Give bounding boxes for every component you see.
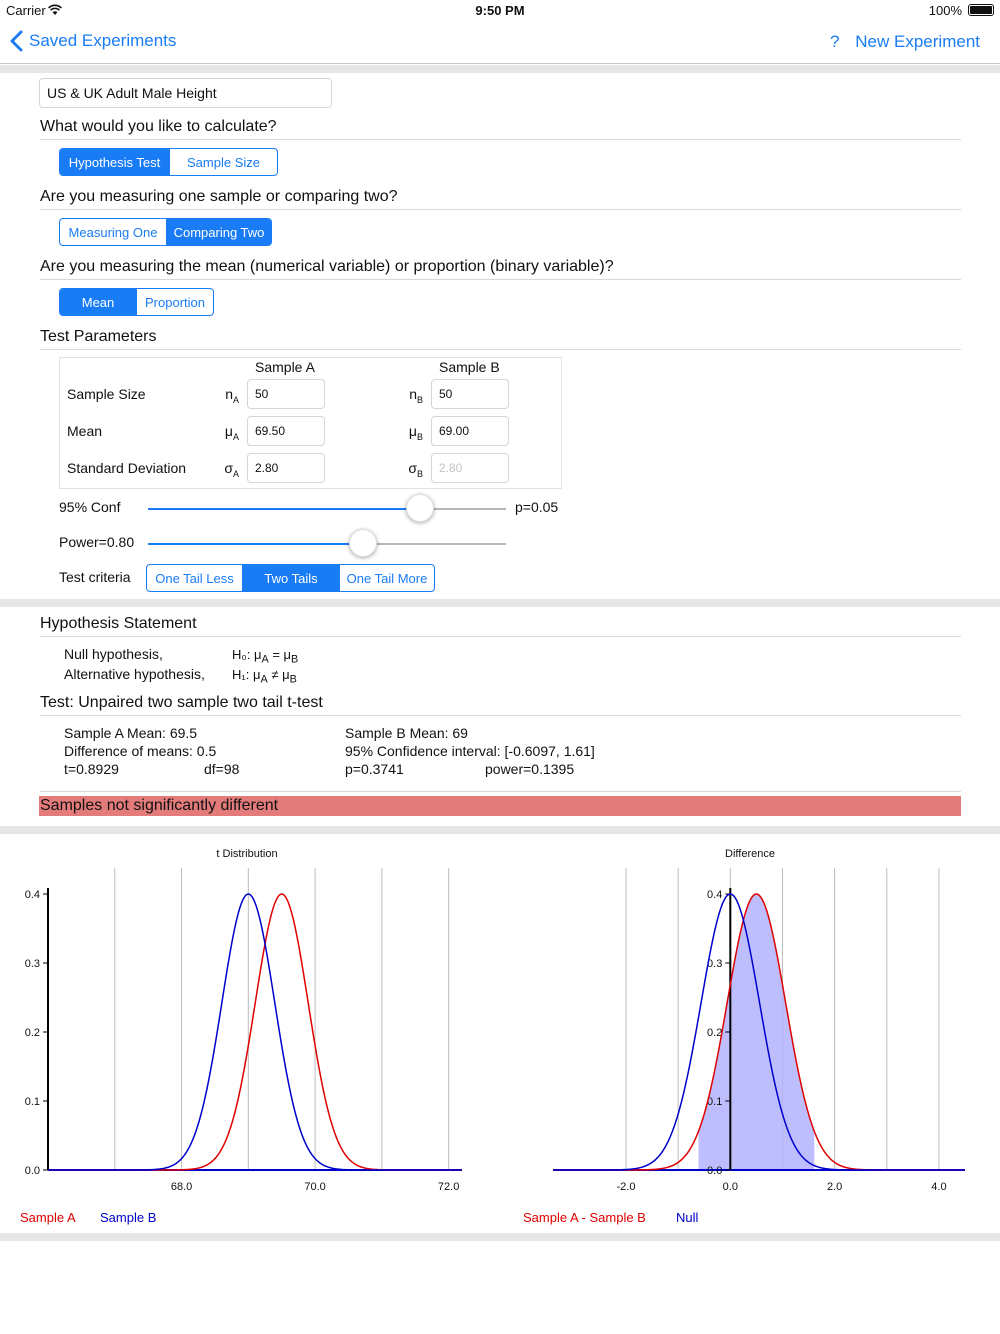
chart-title: t Distribution [216,848,278,860]
y-tick-label: 0.4 [24,889,40,901]
test-criteria-label: Test criteria [59,569,131,585]
param-input-a[interactable]: 50 [247,379,325,409]
segment-measuring-one[interactable]: Measuring One [68,224,158,240]
p-value: p=0.3741 [345,761,404,777]
param-symbol-b: $\sigma_B$ [408,460,423,479]
segment-two-tails[interactable]: Two Tails [242,565,339,591]
sample-b-mean: Sample B Mean: 69 [345,725,468,741]
sample-a-mean: Sample A Mean: 69.5 [64,725,198,741]
x-tick-label: -2.0 [616,1181,636,1193]
samples-segmented-control [59,218,272,246]
divider [40,349,961,350]
divider [40,209,961,210]
section-divider [0,826,1000,834]
legend-label: Sample B [100,1210,157,1225]
param-symbol-a: $n_A$ [225,386,239,405]
divider [40,279,961,280]
confidence-slider[interactable] [148,508,506,510]
test-title: Test: Unpaired two sample two tail t-test [40,694,323,711]
null-hypothesis-formula [232,647,298,666]
legend-label: Sample A [20,1210,76,1225]
sample-b-header: Sample B [439,359,500,375]
x-tick-label: 72.0 [437,1181,460,1193]
param-input-b[interactable]: 50 [431,379,509,409]
segment-proportion[interactable]: Proportion [136,289,213,315]
y-tick-label: 0.3 [24,958,40,970]
subscript-b: B [291,653,299,666]
param-label: Standard Deviation [67,460,187,476]
divider [40,636,961,637]
experiment-name-input[interactable]: US & UK Adult Male Height [39,78,332,108]
x-tick-label: 2.0 [826,1181,843,1193]
null-relation: = μ [268,647,292,662]
x-tick-label: 4.0 [931,1181,947,1193]
p-value-label: p=0.05 [515,499,559,515]
clock: 9:50 PM [475,3,525,18]
x-tick-label: 0.0 [722,1181,738,1193]
section-divider [0,65,1000,73]
param-label: Mean [67,423,103,439]
param-symbol-b: $n_B$ [409,386,423,405]
series-line-a [48,894,462,1170]
alt-formula-prefix: H₁: μ [232,667,261,682]
chevron-left-icon [10,30,23,52]
segment-one-tail-more[interactable]: One Tail More [339,565,434,591]
param-symbol-a: $\sigma_A$ [224,460,239,479]
alt-hypothesis-label: Alternative hypothesis, [64,666,205,682]
param-symbol-b: $\mu_B$ [408,423,423,442]
series-line-b [48,894,462,1170]
divider [40,139,961,140]
y-tick-label: 0.0 [24,1165,40,1177]
alt-relation: ≠ μ [267,667,290,682]
new-experiment-button[interactable]: New Experiment [855,32,980,51]
subscript-b: B [289,673,297,686]
battery-percent: 100% [928,3,962,18]
test-parameters-title: Test Parameters [40,328,157,345]
null-hypothesis-label: Null hypothesis, [64,646,163,662]
null-formula-prefix: H₀: μ [232,647,262,662]
calculate-question: What would you like to calculate? [40,118,277,135]
x-tick-label: 70.0 [304,1181,326,1193]
status-bar [0,0,1000,22]
y-tick-label: 0.3 [707,958,723,970]
battery-icon [968,4,994,16]
y-tick-label: 0.2 [707,1027,723,1039]
param-input-b: 2.80 [431,453,509,483]
power-slider[interactable] [148,543,506,545]
power-slider-thumb[interactable] [349,529,377,557]
x-tick-label: 68.0 [170,1181,193,1193]
navigation-bar [0,22,1000,64]
segment-mean[interactable]: Mean [60,289,136,315]
param-input-a[interactable]: 69.50 [247,416,325,446]
chart-title: Difference [725,848,775,860]
divider [40,791,961,792]
y-tick-label: 0.4 [707,889,723,901]
section-divider [0,1233,1000,1241]
samples-question: Are you measuring one sample or comparing two? [40,188,398,205]
degrees-of-freedom: df=98 [204,761,240,777]
segment-one-tail-less[interactable]: One Tail Less [155,570,234,586]
subscript-a: A [260,673,268,686]
y-tick-label: 0.1 [24,1096,40,1108]
charts-area [0,834,1000,1234]
legend-label: Sample A - Sample B [523,1210,646,1225]
subscript-a: A [261,653,269,666]
power-value: power=0.1395 [485,761,575,777]
confidence-interval: 95% Confidence interval: [-0.6097, 1.61] [345,743,595,759]
divider [40,715,961,716]
help-button[interactable]: ? [830,32,840,51]
calculate-segmented-control [59,148,278,176]
back-button-label: Saved Experiments [29,31,177,50]
section-divider [0,599,1000,607]
legend-label: Null [676,1210,699,1225]
y-tick-label: 0.1 [707,1096,723,1108]
variable-segmented-control [59,288,214,316]
segment-sample-size[interactable]: Sample Size [169,149,277,175]
param-label: Sample Size [67,386,146,402]
variable-question: Are you measuring the mean (numerical variable) or proportion (binary variable)? [40,258,614,275]
param-symbol-a: $\mu_A$ [224,423,239,442]
back-button[interactable] [10,30,176,52]
confidence-slider-thumb[interactable] [406,494,434,522]
param-input-a[interactable]: 2.80 [247,453,325,483]
sample-a-header: Sample A [255,359,315,375]
segment-comparing-two[interactable]: Comparing Two [166,219,271,245]
t-statistic: t=0.8929 [64,761,119,777]
alt-hypothesis-formula [232,667,297,686]
test-criteria-segmented-control [146,564,435,592]
verdict-banner: Samples not significantly different [39,796,961,816]
y-tick-label: 0.0 [707,1165,723,1177]
segment-hypothesis-test[interactable]: Hypothesis Test [60,149,169,175]
power-label: Power=0.80 [59,534,135,550]
carrier-label: Carrier [6,3,46,18]
hypothesis-title: Hypothesis Statement [40,615,197,632]
difference-of-means: Difference of means: 0.5 [64,743,217,759]
y-tick-label: 0.2 [24,1027,40,1039]
param-input-b[interactable]: 69.00 [431,416,509,446]
confidence-label: 95% Conf [59,499,121,515]
